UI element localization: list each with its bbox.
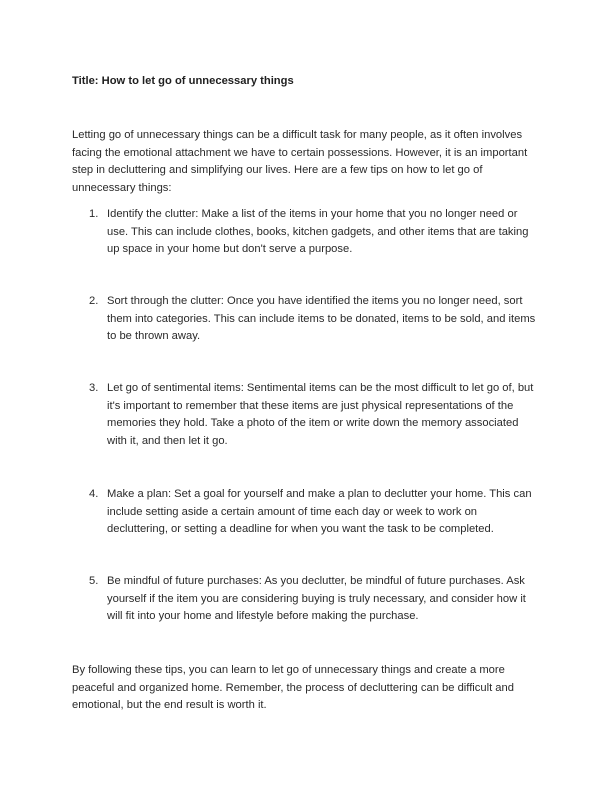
list-item-number: 4. <box>89 488 99 500</box>
document-title: Title: How to let go of unnecessary things <box>72 75 294 87</box>
list-item-text: Sort through the clutter: Once you have identified the items you no longer need, sort them into categories. This can include items to be donated, items to be sold, and items to be thrown away. <box>107 295 536 343</box>
list-item-text: Identify the clutter: Make a list of the items in your home that you no longer need or use. This can include clothes, books, kitchen gadgets, and other items that are taking up space in your home but don't serve a purpose. <box>107 208 529 256</box>
list-item-number: 1. <box>89 208 99 220</box>
list-item-number: 5. <box>89 575 99 587</box>
list-item-number: 3. <box>89 382 99 394</box>
list-item-text: Make a plan: Set a goal for yourself and make a plan to declutter your home. This can include setting aside a certain amount of time each day or week to work on decluttering, or setting a deadline for when you want the task to be completed. <box>107 488 532 536</box>
list-item-text: Let go of sentimental items: Sentimental items can be the most difficult to let go of, but it's important to remember that these items are just physical representations of the memories they hold. Take a photo of the item or write down the memory associated with it, and then let it go. <box>107 382 534 447</box>
list-item-number: 2. <box>89 295 99 307</box>
conclusion-paragraph: By following these tips, you can learn to let go of unnecessary things and create a more peaceful and organized home. Remember, the process of decluttering can be difficult and emotional, but the end result is worth it. <box>72 664 514 712</box>
list-item-text: Be mindful of future purchases: As you declutter, be mindful of future purchases. Ask yourself if the item you are considering buying is truly necessary, and consider how it will fit into your home and lifestyle before making the purchase. <box>107 575 526 623</box>
intro-paragraph: Letting go of unnecessary things can be a difficult task for many people, as it often involves facing the emotional attachment we have to certain possessions. However, it is an important step in decluttering and simplifying our lives. Here are a few tips on how to let go of unnecessary things: <box>72 129 528 194</box>
